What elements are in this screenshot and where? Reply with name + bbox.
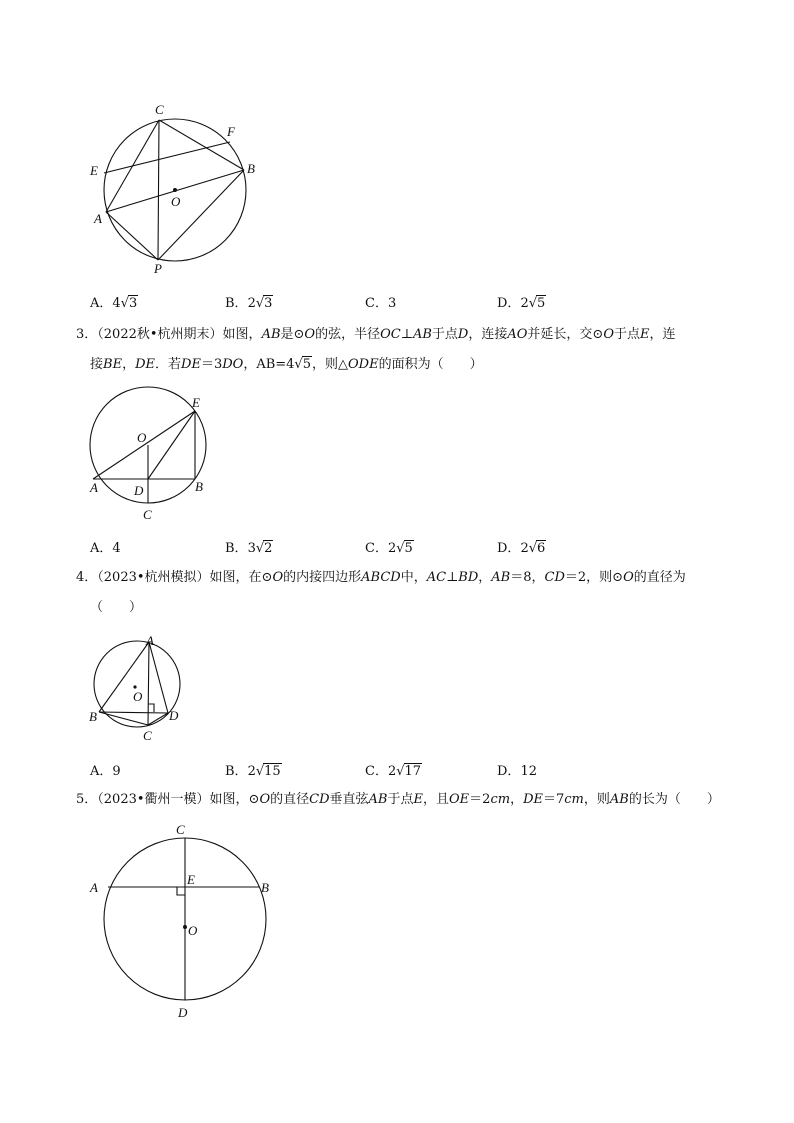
q2-label-P: P (154, 261, 162, 276)
q4-line-BC (99, 712, 148, 725)
q3-line-DE (148, 411, 195, 479)
q4-figure (85, 632, 195, 747)
q2-label-A: A (94, 211, 102, 226)
q4-option-d[interactable]: D．12 (497, 764, 537, 779)
option-letter: B． (225, 764, 248, 779)
q3-label-O: O (137, 430, 147, 445)
q4-option-b[interactable]: B．2√15 (225, 764, 281, 779)
q2-label-F: F (227, 124, 235, 139)
option-letter: A． (90, 541, 113, 556)
q2-label-C: C (155, 102, 164, 117)
sqrt-symbol: √5 (528, 296, 546, 311)
question-4 (76, 563, 726, 623)
option-letter: D． (497, 296, 521, 311)
option-letter: D． (497, 764, 521, 779)
q2-figure (80, 95, 280, 280)
q4-line-BD (99, 712, 168, 713)
q3-label-C: C (143, 507, 152, 522)
q2-option-b[interactable]: B．2√3 (225, 296, 273, 311)
q5-label-E: E (187, 872, 195, 887)
q2-line-EF (104, 142, 230, 173)
q4-option-c[interactable]: C．2√17 (365, 764, 422, 779)
q5-diagram (85, 820, 295, 1025)
q4-label-O: O (133, 689, 143, 704)
q2-option-a[interactable]: A．4√3 (90, 296, 138, 311)
q4-right-angle-mark (148, 704, 154, 712)
q2-option-c[interactable]: C．3 (365, 296, 397, 311)
q5-figure (85, 820, 295, 1025)
option-letter: B． (225, 541, 248, 556)
q2-label-E: E (90, 163, 98, 178)
sqrt-symbol: √15 (255, 764, 281, 779)
q3-label-A: A (90, 480, 98, 495)
q3-option-c[interactable]: C．2√5 (365, 541, 413, 556)
option-letter: C． (365, 764, 388, 779)
option-letter: C． (365, 296, 388, 311)
q3-option-a[interactable]: A．4 (90, 541, 121, 556)
q3-line-2: 接BE，DE．若DE＝3DO，AB=4√5，则△ODE的面积为（ ） (76, 350, 726, 380)
q4-line-1: 4．（2023•杭州模拟）如图，在⊙O的内接四边形ABCD中，AC⊥BD，AB＝8，CD＝2，则⊙O的直径为 (76, 570, 686, 585)
sqrt-symbol: √3 (120, 296, 138, 311)
option-letter: A． (90, 296, 113, 311)
question-3 (76, 320, 726, 380)
q3-option-d[interactable]: D．2√6 (497, 541, 546, 556)
sqrt-symbol: √5 (396, 541, 413, 556)
q3-line-1: 3．（2022秋•杭州期末）如图，AB是⊙O的弦，半径OC⊥AB于点D，连接AO并延长，交⊙O于点E，连 (76, 327, 676, 342)
q5-label-A: A (90, 880, 98, 895)
q5-label-C: C (176, 822, 185, 837)
q3-label-E: E (192, 395, 200, 410)
question-5 (76, 785, 726, 815)
option-letter: C． (365, 541, 388, 556)
q3-label-D: D (134, 483, 144, 498)
q5-center-dot (183, 925, 187, 929)
q3-option-b[interactable]: B．3√2 (225, 541, 273, 556)
q3-diagram (85, 395, 225, 525)
sqrt-symbol: √2 (255, 541, 273, 556)
option-letter: B． (225, 296, 248, 311)
sqrt-symbol: √3 (255, 296, 273, 311)
q5-right-angle-mark (177, 887, 185, 895)
q5-line-1: 5．（2023•衢州一模）如图，⊙O的直径CD垂直弦AB于点E，且OE＝2cm，DE＝7cm，则AB的长为（ ） (76, 792, 720, 807)
q3-figure (85, 395, 225, 525)
q4-line-2: （ ） (90, 600, 143, 615)
q4-line-AD (149, 642, 168, 713)
option-letter: D． (497, 541, 521, 556)
q3-line-AE (93, 411, 195, 479)
q5-label-B: B (261, 880, 269, 895)
sqrt-symbol: √6 (528, 541, 546, 556)
q5-label-D: D (178, 1005, 188, 1020)
q2-center-dot (173, 188, 177, 192)
q4-label-B: B (89, 709, 97, 724)
q4-option-a[interactable]: A．9 (90, 764, 121, 779)
q5-label-O: O (188, 923, 198, 938)
option-letter: A． (90, 764, 113, 779)
q4-label-C: C (143, 728, 152, 743)
q2-option-d[interactable]: D．2√5 (497, 296, 546, 311)
q2-line-AP (106, 212, 158, 260)
q4-label-D: D (169, 708, 179, 723)
q2-label-O: O (171, 194, 181, 209)
q3-label-B: B (195, 479, 203, 494)
q4-diagram (85, 632, 195, 747)
q2-diagram (80, 95, 280, 280)
sqrt-symbol: √17 (396, 764, 422, 779)
q4-label-A: A (146, 633, 154, 648)
q2-label-B: B (247, 161, 255, 176)
q4-line-CD (148, 713, 168, 725)
q2-line-CP (158, 120, 159, 260)
sqrt-symbol: √5 (294, 357, 311, 372)
